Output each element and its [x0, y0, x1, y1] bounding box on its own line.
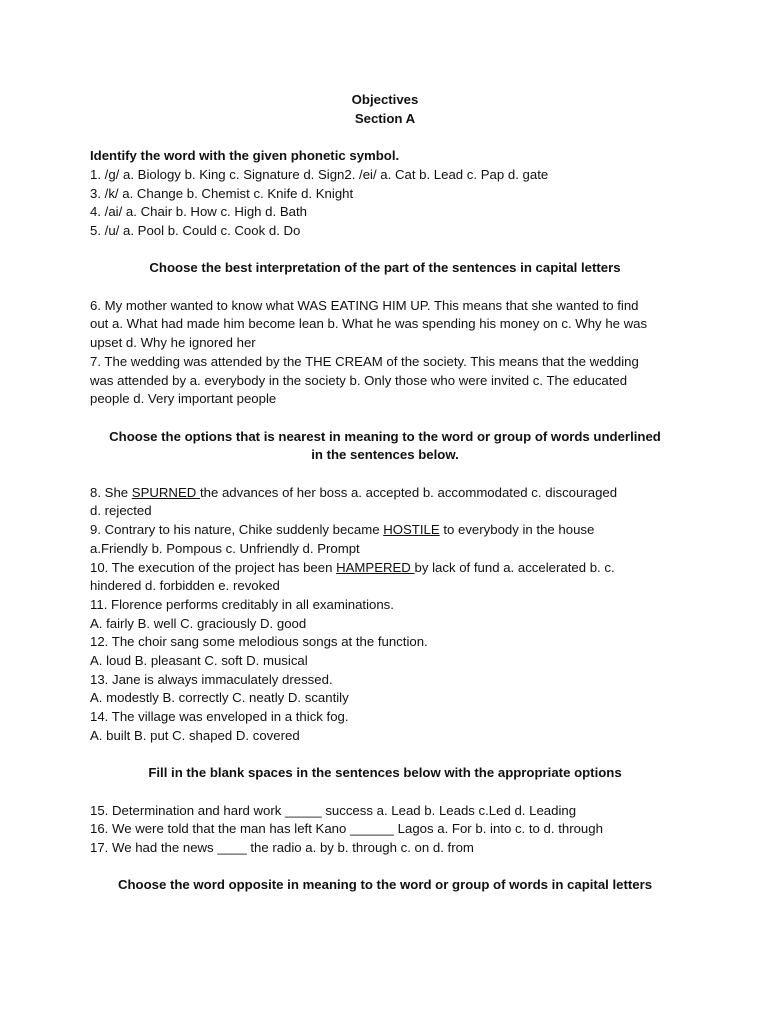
- question-6-line-2: out a. What had made him become lean b. What he was spending his money on c. Why he was: [90, 316, 648, 332]
- phonetic-instruction: Identify the word with the given phonetic symbol.: [90, 148, 400, 164]
- question-5: 5. /u/ a. Pool b. Could c. Cook d. Do: [90, 222, 301, 238]
- document-content: [90, 91, 680, 895]
- synonym-instruction-line-1: Choose the options that is nearest in meaning to the word or group of words underlined: [109, 428, 661, 444]
- spacer: [90, 278, 680, 297]
- question-10-post: by lack of fund a. accelerated b. c.: [414, 559, 615, 575]
- section-heading: Section A: [354, 110, 416, 126]
- question-17: 17. We had the news ____ the radio a. by b. through c. on d. from: [90, 840, 474, 856]
- question-4: 4. /ai/ a. Chair b. How c. High d. Bath: [90, 204, 307, 220]
- question-1-2: 1. /g/ a. Biology b. King c. Signature d. Sign2. /ei/ a. Cat b. Lead c. Pap d. gate: [90, 166, 549, 182]
- question-8: [90, 484, 680, 503]
- fill-blank-instruction: Fill in the blank spaces in the sentences below with the appropriate options: [148, 765, 622, 781]
- spacer: [90, 746, 680, 765]
- question-15: 15. Determination and hard work _____ success a. Lead b. Leads c.Led d. Leading: [90, 802, 577, 818]
- spacer: [90, 783, 680, 802]
- question-11: 11. Florence performs creditably in all examinations.: [90, 596, 394, 612]
- question-3: 3. /k/ a. Change b. Chemist c. Knife d. Knight: [90, 185, 354, 201]
- spacer: [90, 241, 680, 260]
- question-10: [90, 559, 680, 578]
- question-8-options-cont: d. rejected: [90, 503, 152, 519]
- spacer: [90, 858, 680, 877]
- spacer: [90, 465, 680, 484]
- question-7-line-2: was attended by a. everybody in the society b. Only those who were invited c. The educated: [90, 372, 628, 388]
- question-7-line-1: 7. The wedding was attended by the THE CREAM of the society. This means that the wedding: [90, 353, 639, 369]
- question-13-options: A. modestly B. correctly C. neatly D. scantily: [90, 690, 349, 706]
- question-14: 14. The village was enveloped in a thick fog.: [90, 709, 349, 725]
- question-9-pre: 9. Contrary to his nature, Chike suddenly became: [90, 522, 384, 538]
- spacer: [90, 128, 680, 147]
- synonym-instruction-line-2: in the sentences below.: [311, 447, 459, 463]
- question-11-options: A. fairly B. well C. graciously D. good: [90, 615, 307, 631]
- question-10-pre: 10. The execution of the project has been: [90, 559, 337, 575]
- question-8-pre: 8. She: [90, 484, 132, 500]
- question-7-line-3: people d. Very important people: [90, 391, 277, 407]
- question-16: 16. We were told that the man has left Kano ______ Lagos a. For b. into c. to d. through: [90, 821, 603, 837]
- question-9-options: a.Friendly b. Pompous c. Unfriendly d. Prompt: [90, 540, 360, 556]
- antonym-instruction: Choose the word opposite in meaning to the word or group of words in capital letters: [117, 877, 653, 893]
- question-9-post: to everybody in the house: [439, 522, 595, 538]
- question-6-line-3: upset d. Why he ignored her: [90, 335, 256, 351]
- question-8-post: the advances of her boss a. accepted b. accommodated c. discouraged: [199, 484, 618, 500]
- question-6-line-1: 6. My mother wanted to know what WAS EATING HIM UP. This means that she wanted to find: [90, 297, 639, 313]
- underlined-word-hostile: HOSTILE: [383, 522, 440, 538]
- question-13: 13. Jane is always immaculately dressed.: [90, 671, 333, 687]
- interpretation-instruction: Choose the best interpretation of the part of the sentences in capital letters: [149, 260, 621, 276]
- question-9: [90, 521, 680, 540]
- question-10-options-cont: hindered d. forbidden e. revoked: [90, 578, 280, 594]
- question-14-options: A. built B. put C. shaped D. covered: [90, 727, 300, 743]
- doc-title: Objectives: [351, 92, 419, 107]
- question-12: 12. The choir sang some melodious songs at the function.: [90, 634, 428, 650]
- spacer: [90, 409, 680, 428]
- underlined-word-spurned: SPURNED: [131, 484, 200, 500]
- question-12-options: A. loud B. pleasant C. soft D. musical: [90, 653, 308, 669]
- underlined-word-hampered: HAMPERED: [336, 559, 415, 575]
